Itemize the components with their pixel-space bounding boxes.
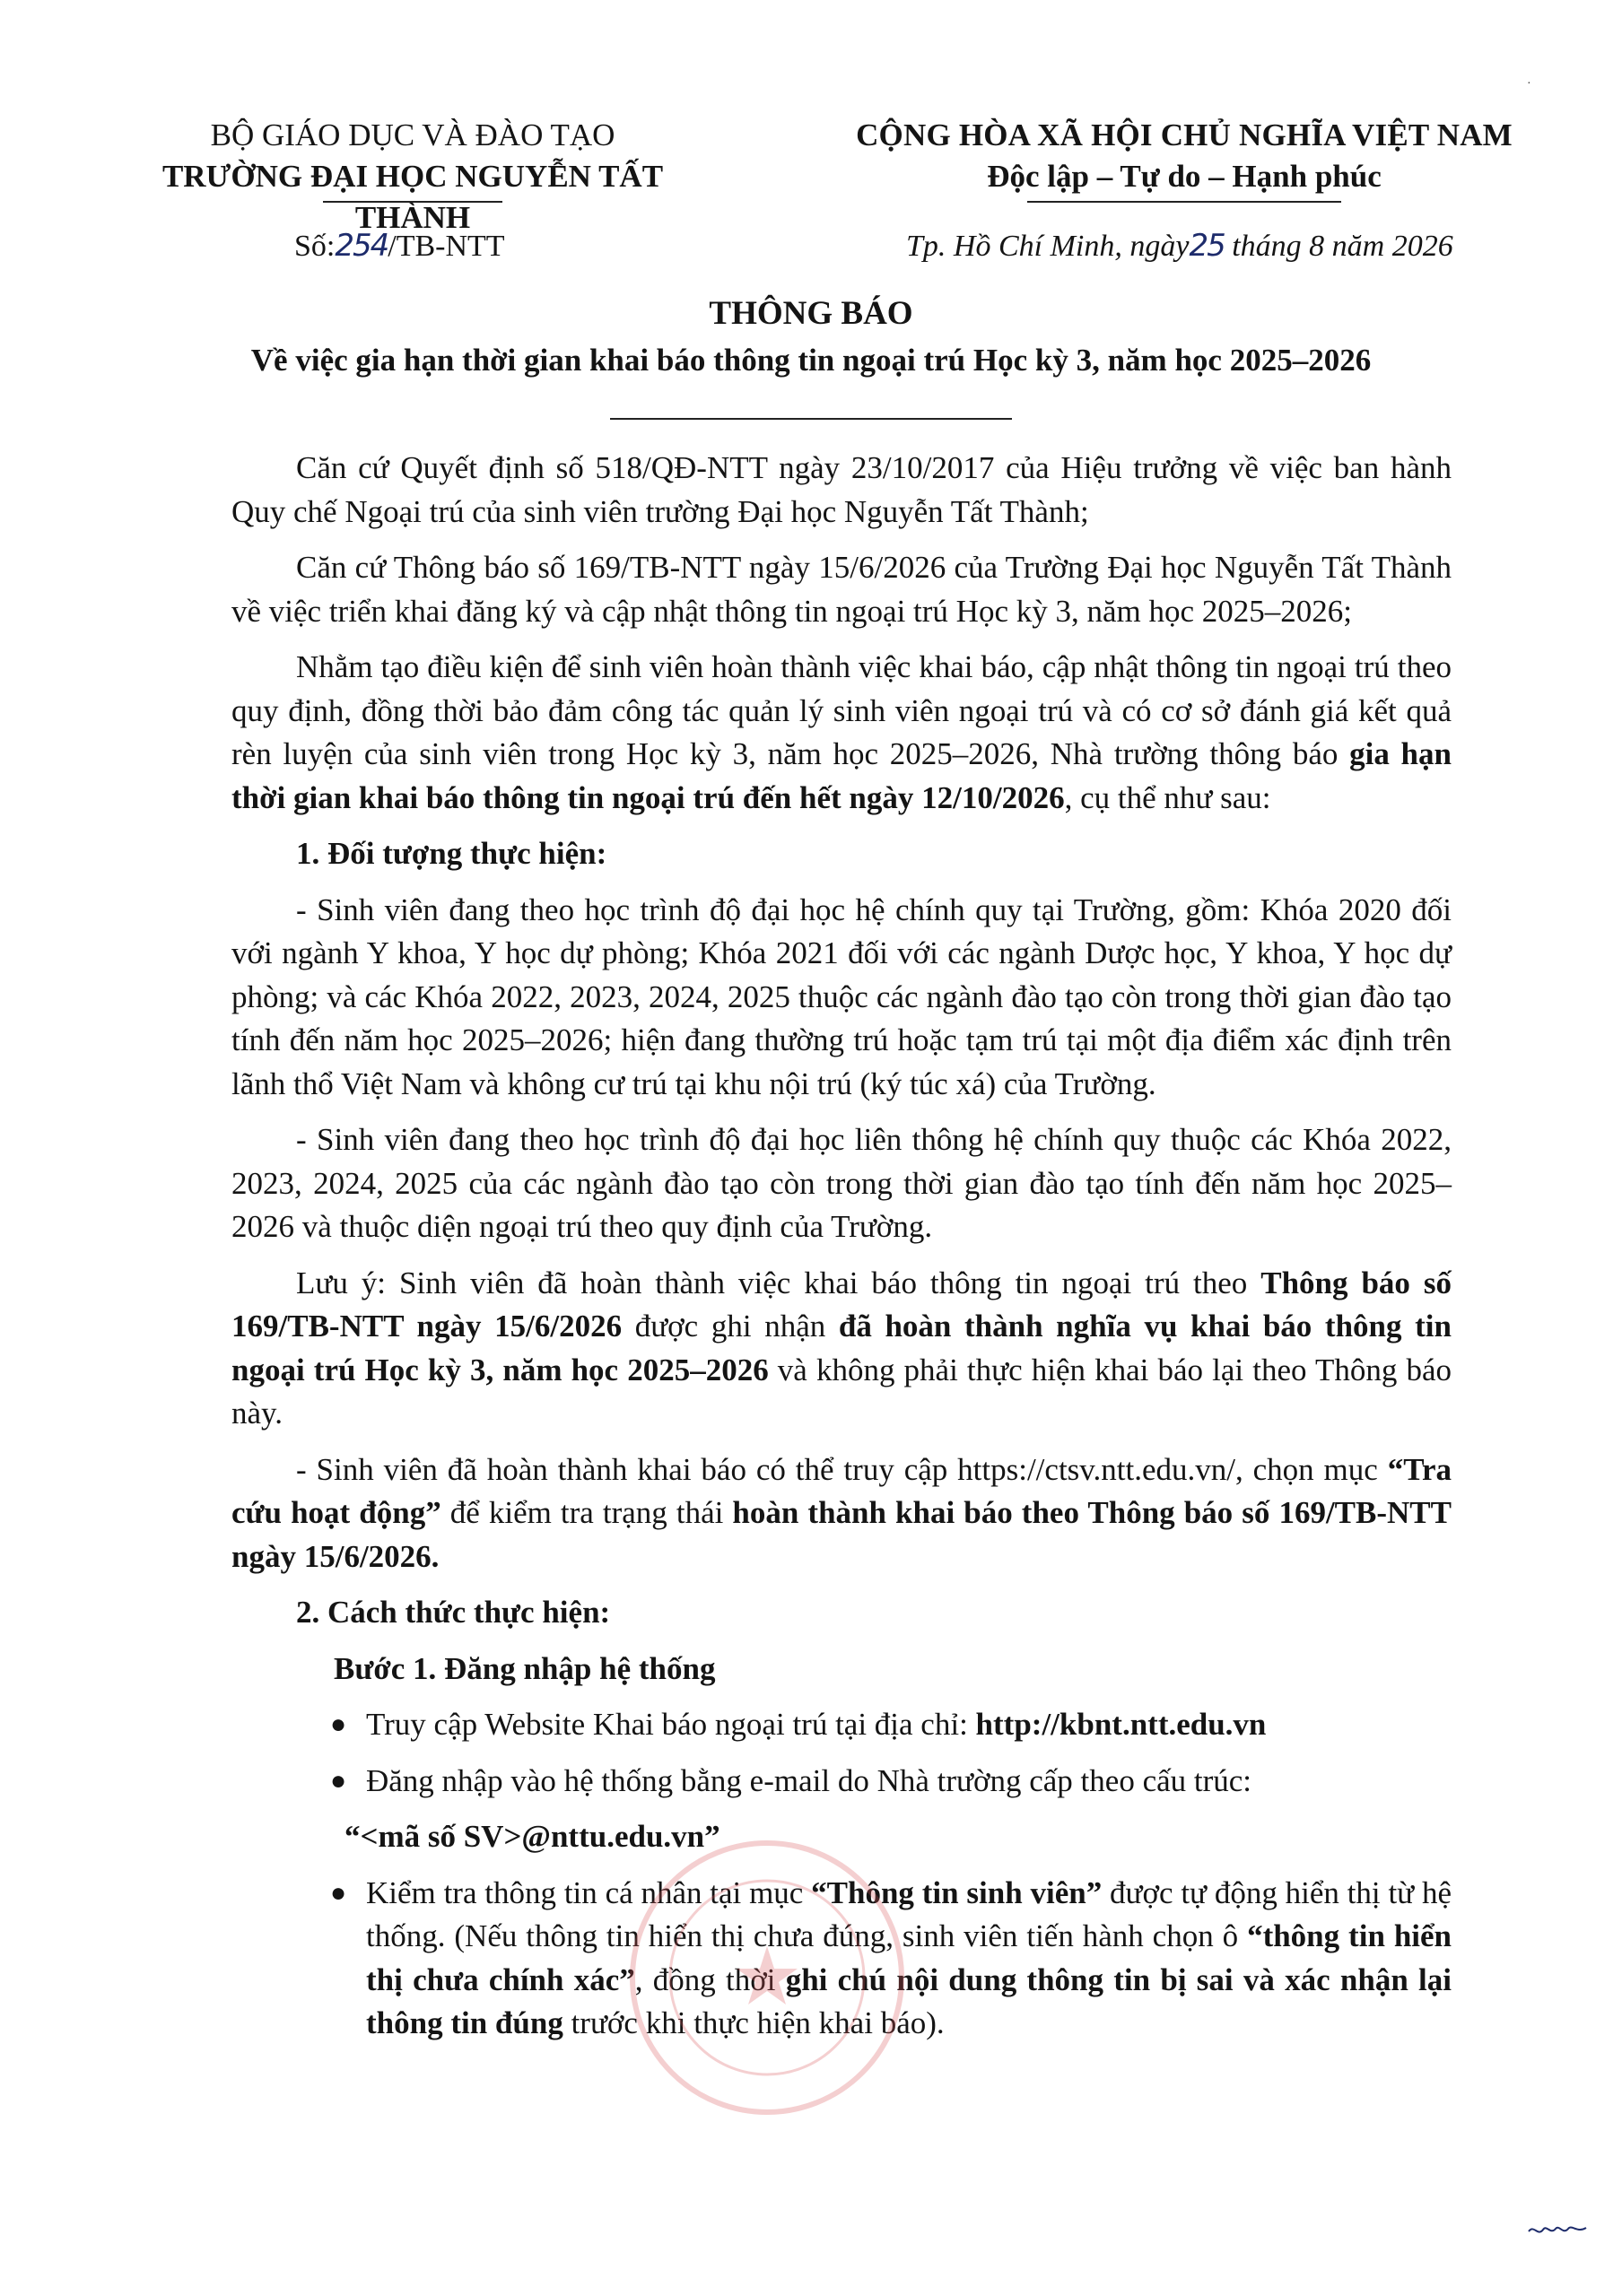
bullet-icon: ● xyxy=(330,1709,347,1739)
issuer-block xyxy=(117,115,709,239)
date-suffix: tháng 8 năm 2026 xyxy=(1224,230,1453,263)
target-group-1: - Sinh viên đang theo học trình độ đại học hệ chính quy tại Trường, gồm: Khóa 2020 đối với ngành Y khoa, Y học dự phòng; Khóa 2021 đối với các ngành Dược học, Y khoa, Y học dự phòng; và các Khóa 2022, 2023, 2024, 2025 thuộc các ngành đào tạo còn trong thời gian đào tạo tính đến năm học 2025–2026; hiện đang thường trú hoặc tạm trú tại một địa điểm xác định trên lãnh thổ Việt Nam và không cư trú tại khu nội trú (ký túc xá) của Trường. xyxy=(231,891,1452,1101)
university-name: TRƯỜNG ĐẠI HỌC NGUYỄN TẤT THÀNH xyxy=(161,159,664,235)
note-paragraph: Lưu ý: Sinh viên đã hoàn thành việc khai báo thông tin ngoại trú theo Thông báo số 169/TB-NTT ngày 15/6/2026 được ghi nhận đã hoàn thành nghĩa vụ khai báo thông tin ngoại trú Học kỳ 3, năm học 2025–2026 và không phải thực hiện khai báo lại theo Thông báo này. xyxy=(231,1265,1452,1431)
document-title: THÔNG BÁO xyxy=(709,295,913,332)
doc-no-suffix: /TB-NTT xyxy=(388,230,505,263)
scan-mark: · xyxy=(1527,77,1531,91)
section-heading-1: 1. Đối tượng thực hiện: xyxy=(296,836,607,871)
step-1-list xyxy=(231,1703,1452,1803)
title-underline xyxy=(610,418,1012,420)
step-1-list-continued xyxy=(231,1872,1452,2046)
lookup-paragraph: - Sinh viên đã hoàn thành khai báo có thể truy cập https://ctsv.ntt.edu.vn/, chọn mục “Tra cứu hoạt động” để kiểm tra trạng thái hoàn thành khai báo theo Thông báo số 169/TB-NTT ngày 15/6/2026. xyxy=(231,1451,1452,1574)
document-number xyxy=(294,228,505,264)
date-prefix: Tp. Hồ Chí Minh, ngày xyxy=(906,230,1190,263)
doc-no-handwritten: 254 xyxy=(335,228,388,264)
paragraph-basis-2: Căn cứ Thông báo số 169/TB-NTT ngày 15/6/2026 của Trường Đại học Nguyễn Tất Thành về việc triển khai đăng ký và cập nhật thông tin ngoại trú Học kỳ 3, năm học 2025–2026; xyxy=(231,550,1452,629)
extension-deadline: gia hạn thời gian khai báo thông tin ngoại trú đến hết ngày 12/10/2026 xyxy=(231,736,1452,815)
email-format: “<mã số SV>@nttu.edu.vn” xyxy=(344,1819,720,1854)
section-heading-2: 2. Cách thức thực hiện: xyxy=(296,1595,611,1630)
list-item: ● Kiểm tra thông tin cá nhân tại mục “Thông tin sinh viên” được tự động hiển thị từ hệ thống. (Nếu thông tin hiển thị chưa đúng, sinh viên tiến hành chọn ô “thông tin hiển thị chưa chính xác”, đồng thời ghi chú nội dung thông tin bị sai và xác nhận lại thông tin đúng trước khi thực hiện khai báo). xyxy=(366,1872,1452,2046)
paragraph-purpose: Nhằm tạo điều kiện để sinh viên hoàn thành việc khai báo, cập nhật thông tin ngoại trú theo quy định, đồng thời bảo đảm công tác quản lý sinh viên ngoại trú và có cơ sở đánh giá kết quả rèn luyện của sinh viên trong Học kỳ 3, năm học 2025–2026, Nhà trường thông báo gia hạn thời gian khai báo thông tin ngoại trú đến hết ngày 12/10/2026, cụ thể như sau: xyxy=(231,649,1452,815)
document-date xyxy=(906,228,1453,264)
document-subtitle: Về việc gia hạn thời gian khai báo thông tin ngoại trú Học kỳ 3, năm học 2025–2026 xyxy=(250,343,1372,378)
bullet-icon: ● xyxy=(330,1877,347,1908)
step-1-heading: Bước 1. Đăng nhập hệ thống xyxy=(334,1650,716,1686)
bullet-icon: ● xyxy=(330,1765,347,1796)
list-item: ● Đăng nhập vào hệ thống bằng e-mail do Nhà trường cấp theo cấu trúc: xyxy=(366,1760,1452,1804)
doc-no-prefix: Số: xyxy=(294,230,336,263)
motto-underline xyxy=(1027,201,1341,203)
republic-name: CỘNG HÒA XÃ HỘI CHỦ NGHĨA VIỆT NAM xyxy=(856,117,1513,152)
paragraph-basis-1: Căn cứ Quyết định số 518/QĐ-NTT ngày 23/10/2017 của Hiệu trưởng về việc ban hành Quy chế Ngoại trú của sinh viên trường Đại học Nguyễn Tất Thành; xyxy=(231,450,1452,529)
target-group-2: - Sinh viên đang theo học trình độ đại học liên thông hệ chính quy thuộc các Khóa 2022, 2023, 2024, 2025 của các ngành đào tạo còn trong thời gian đào tạo tính đến năm học 2025–2026 và thuộc diện ngoại trú theo quy định của Trường. xyxy=(231,1122,1452,1244)
list-item: ● Truy cập Website Khai báo ngoại trú tại địa chỉ: http://kbnt.ntt.edu.vn xyxy=(366,1703,1452,1747)
document-body xyxy=(231,447,1452,2058)
national-header xyxy=(789,115,1579,197)
national-motto: Độc lập – Tự do – Hạnh phúc xyxy=(987,159,1382,194)
date-handwritten: 25 xyxy=(1189,228,1225,264)
handwritten-initials-icon xyxy=(1527,2221,1590,2239)
ministry-name: BỘ GIÁO DỤC VÀ ĐÀO TẠO xyxy=(210,117,615,152)
website-url: http://kbnt.ntt.edu.vn xyxy=(975,1707,1267,1742)
issuer-underline xyxy=(323,201,502,203)
